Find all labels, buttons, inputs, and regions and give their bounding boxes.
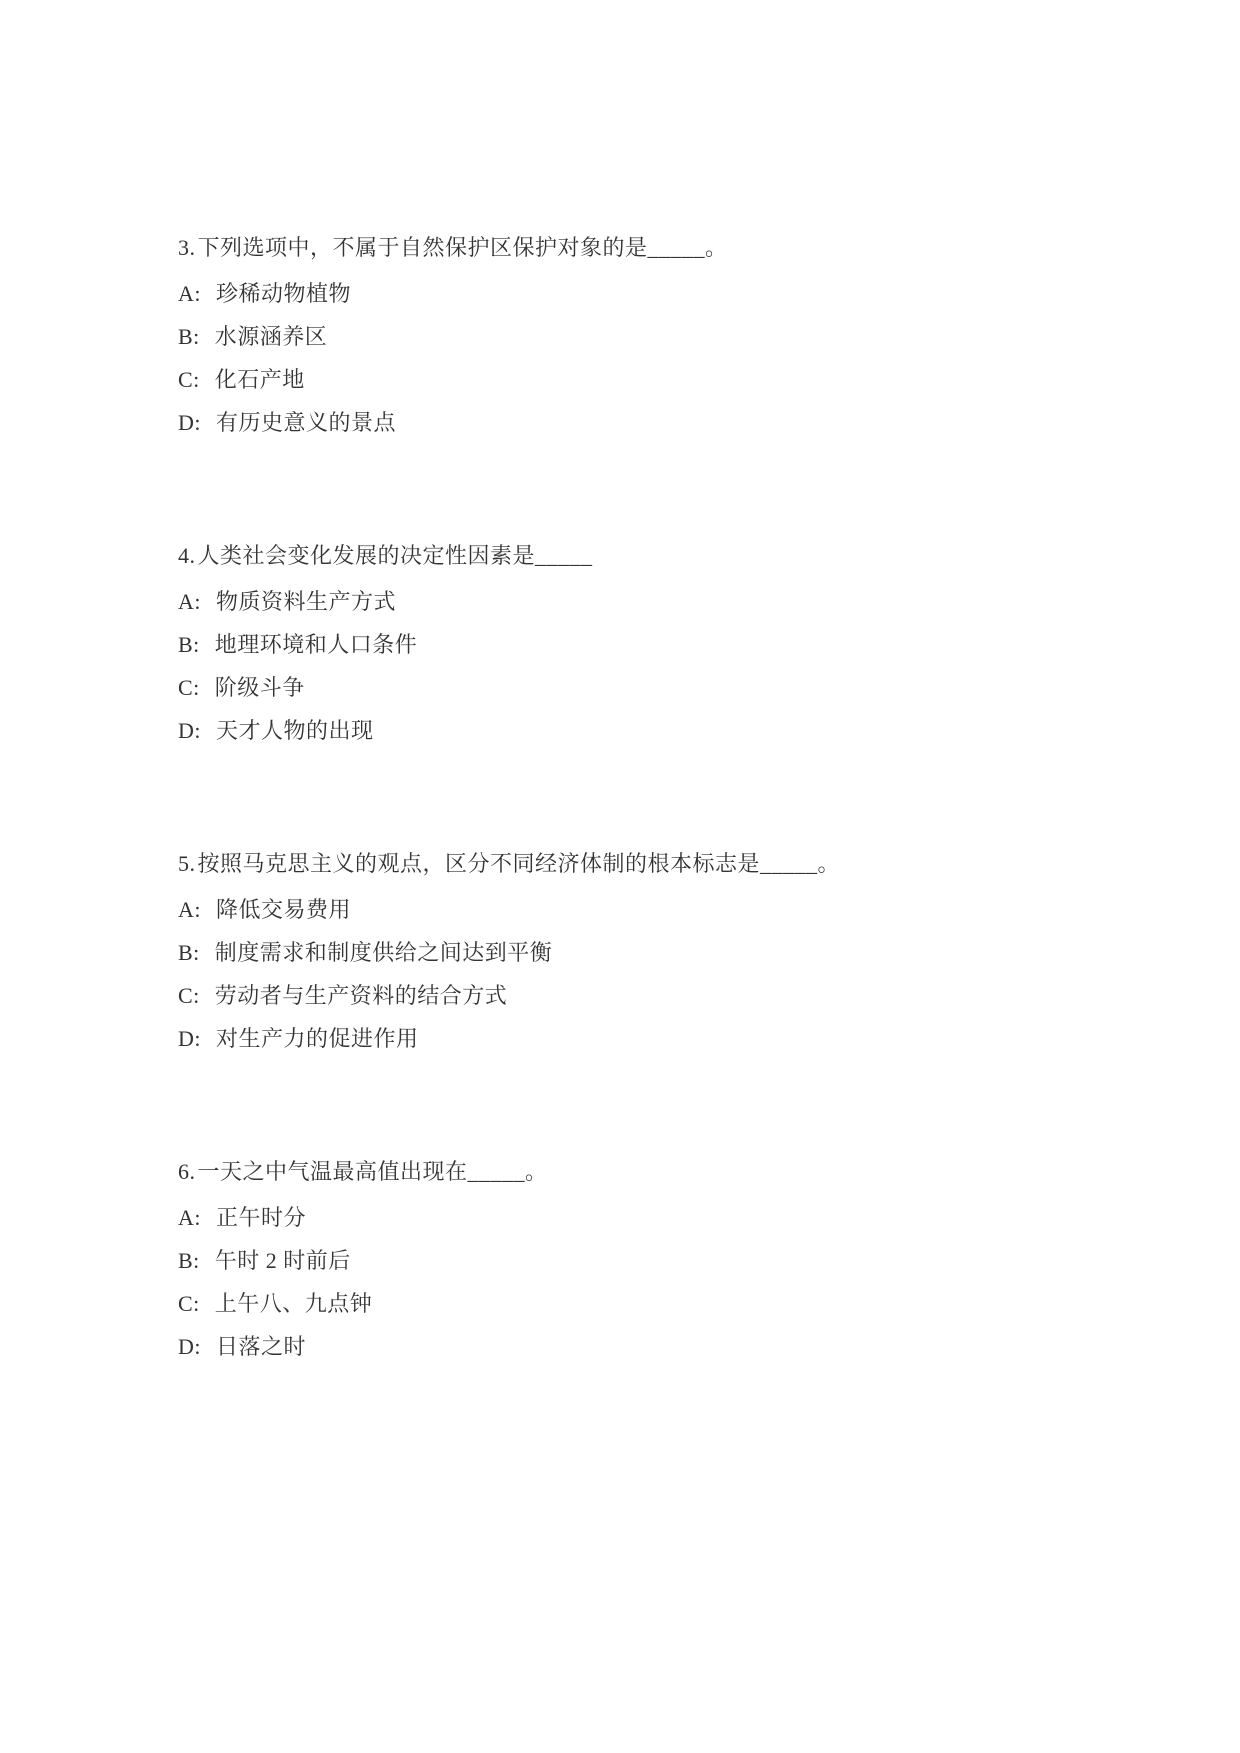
question-block (178, 1160, 1180, 1358)
question-stem-text: 一天之中气温最高值出现在_____。 (197, 1159, 548, 1184)
option-line (178, 325, 1180, 348)
option-label: C: (178, 675, 200, 700)
option-label: A: (178, 1205, 201, 1230)
option-label: D: (178, 410, 201, 435)
option-label: C: (178, 1291, 200, 1316)
question-number: 5. (178, 851, 196, 876)
option-line (178, 1292, 1180, 1315)
option-label: B: (178, 632, 200, 657)
question-stem (178, 236, 1180, 259)
option-label: B: (178, 1248, 200, 1273)
option-text: 地理环境和人口条件 (214, 632, 418, 657)
question-block (178, 544, 1180, 742)
option-text: 日落之时 (216, 1334, 307, 1359)
question-block (178, 236, 1180, 434)
option-line (178, 984, 1180, 1007)
option-line (178, 590, 1180, 613)
option-label: C: (178, 983, 200, 1008)
option-text: 物质资料生产方式 (216, 589, 397, 614)
option-text: 水源涵养区 (214, 324, 328, 349)
option-text: 阶级斗争 (214, 675, 305, 700)
option-text: 珍稀动物植物 (216, 281, 352, 306)
option-label: D: (178, 1334, 201, 1359)
question-stem-text: 按照马克思主义的观点，区分不同经济体制的根本标志是_____。 (197, 851, 841, 876)
question-stem (178, 1160, 1180, 1183)
option-line (178, 1249, 1180, 1272)
option-text: 上午八、九点钟 (214, 1291, 373, 1316)
question-number: 3. (178, 235, 196, 260)
option-text: 劳动者与生产资料的结合方式 (214, 983, 508, 1008)
option-label: B: (178, 940, 200, 965)
option-line (178, 898, 1180, 921)
option-line (178, 719, 1180, 742)
option-line (178, 282, 1180, 305)
option-text: 天才人物的出现 (216, 718, 374, 743)
option-line (178, 1335, 1180, 1358)
question-stem (178, 544, 1180, 567)
option-line (178, 368, 1180, 391)
option-label: D: (178, 1026, 201, 1051)
option-line (178, 633, 1180, 656)
question-number: 6. (178, 1159, 196, 1184)
option-label: B: (178, 324, 200, 349)
option-text: 降低交易费用 (216, 897, 352, 922)
question-block (178, 852, 1180, 1050)
question-stem-text: 人类社会变化发展的决定性因素是_____ (197, 543, 593, 568)
question-stem (178, 852, 1180, 875)
option-line (178, 1027, 1180, 1050)
option-label: A: (178, 589, 201, 614)
option-line (178, 941, 1180, 964)
option-line (178, 676, 1180, 699)
option-text: 午时 2 时前后 (214, 1248, 351, 1273)
option-line (178, 411, 1180, 434)
option-label: C: (178, 367, 200, 392)
option-text: 有历史意义的景点 (216, 410, 397, 435)
option-text: 化石产地 (214, 367, 305, 392)
option-label: A: (178, 281, 201, 306)
question-number: 4. (178, 543, 196, 568)
option-label: D: (178, 718, 201, 743)
option-line (178, 1206, 1180, 1229)
question-stem-text: 下列选项中，不属于自然保护区保护对象的是_____。 (197, 235, 728, 260)
option-text: 制度需求和制度供给之间达到平衡 (214, 940, 553, 965)
option-label: A: (178, 897, 201, 922)
option-text: 对生产力的促进作用 (216, 1026, 419, 1051)
option-text: 正午时分 (216, 1205, 307, 1230)
